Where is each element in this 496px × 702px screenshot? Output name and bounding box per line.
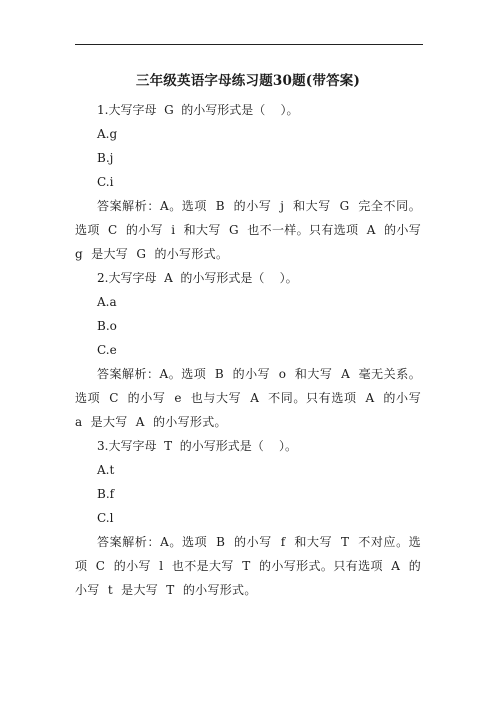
option-a: A.a: [97, 295, 117, 309]
answer-explanation: 答案解析：A。选项 B 的小写 j 和大写 G 完全不同。选项 C 的小写 i 和大写 G 也不一样。只有选项 A 的小写 g 是大写 G 的小写形式。: [75, 199, 430, 261]
option-b: B.f: [97, 487, 115, 501]
option-a: A.t: [97, 463, 115, 477]
question-block: [75, 434, 421, 602]
option-c: C.l: [97, 511, 114, 525]
header-rule: [75, 44, 423, 45]
question-stem: 1.大写字母 G 的小写形式是（ ）。: [97, 103, 299, 117]
document-title: 三年级英语字母练习题30题(带答案): [135, 73, 361, 89]
document-body: [75, 98, 430, 602]
option-c: C.e: [97, 343, 117, 357]
option-a: A.g: [97, 127, 118, 141]
option-b: B.o: [97, 319, 117, 333]
question-block: [75, 98, 430, 266]
question-stem: 3.大写字母 T 的小写形式是（ ）。: [97, 439, 297, 453]
answer-explanation: 答案解析：A。选项 B 的小写 o 和大写 A 毫无关系。选项 C 的小写 e 也与大写 A 不同。只有选项 A 的小写 a 是大写 A 的小写形式。: [75, 367, 430, 429]
option-b: B.j: [97, 151, 114, 165]
answer-explanation: 答案解析：A。选项 B 的小写 f 和大写 T 不对应。选项 C 的小写 l 也不是大写 T 的小写形式。只有选项 A 的小写 t 是大写 T 的小写形式。: [75, 535, 421, 597]
question-block: [75, 266, 430, 434]
question-stem: 2.大写字母 A 的小写形式是（ ）。: [97, 271, 298, 285]
option-c: C.i: [97, 175, 114, 189]
